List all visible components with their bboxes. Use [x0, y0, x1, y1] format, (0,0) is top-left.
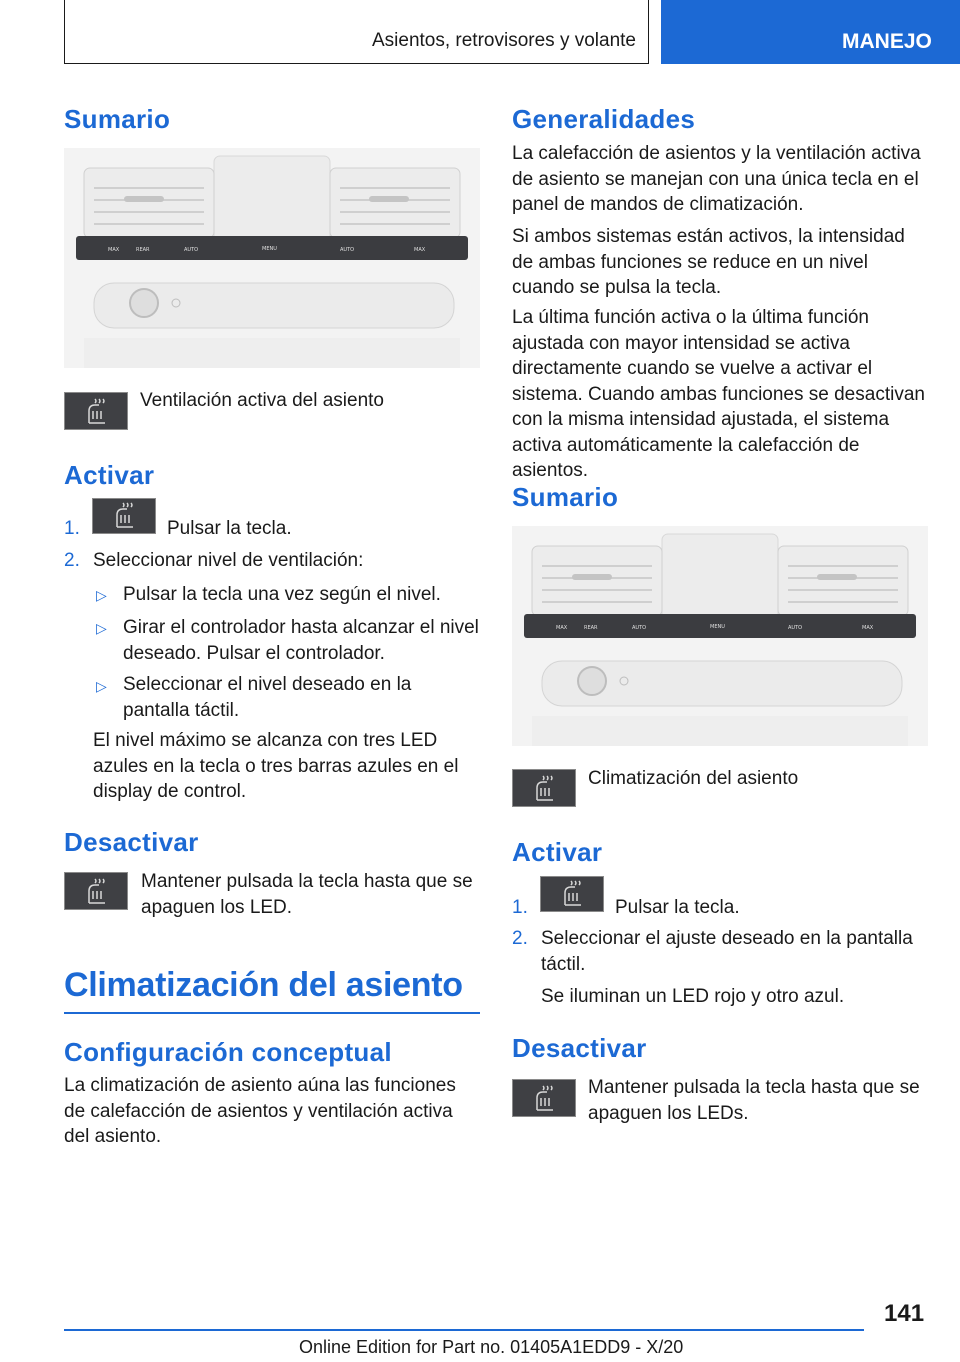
- config-text: La climatización de asiento aúna las funciones de calefacción de asientos y ventilación activa del asiento.: [64, 1075, 456, 1147]
- chapter-title: Asientos, retrovisores y volante: [371, 30, 636, 51]
- seat-ventilation-key-icon: [92, 498, 156, 534]
- page-number: 141: [884, 1300, 925, 1327]
- section-heading: Climatización del asiento: [64, 966, 463, 1004]
- fig-caption-right: Climatización del asiento: [588, 768, 799, 789]
- step-number: 1.: [512, 897, 528, 918]
- svg-text:MENU: MENU: [710, 624, 725, 630]
- desactivar-text-left: Mantener pulsada la tecla hasta que se apaguen los LED.: [141, 871, 473, 918]
- svg-text:AUTO: AUTO: [632, 625, 647, 631]
- generalidades-heading: Generalidades: [512, 104, 696, 134]
- chapter-tab[interactable]: [661, 0, 960, 64]
- step-text: Pulsar la tecla.: [167, 518, 292, 539]
- seat-climate-key-icon: [512, 1079, 576, 1117]
- bullet-text: Pulsar la tecla una vez según el nivel.: [123, 584, 441, 605]
- step-text: Seleccionar nivel de ventilación:: [93, 550, 364, 571]
- activar-heading-left: Activar: [64, 460, 155, 490]
- chapter-tab-label: MANEJO: [842, 30, 932, 53]
- step-text: Pulsar la tecla.: [615, 897, 740, 918]
- step-text: Seleccionar el ajuste deseado en la pantalla táctil.: [541, 928, 913, 975]
- svg-text:AUTO: AUTO: [340, 247, 355, 253]
- bullet-text: Girar el controlador hasta alcanzar el nivel deseado. Pulsar el controlador.: [123, 617, 479, 664]
- header-box: [64, 0, 649, 64]
- step-number: 2.: [64, 550, 80, 571]
- seat-ventilation-key-icon: [64, 392, 128, 430]
- svg-text:AUTO: AUTO: [184, 247, 199, 253]
- general-paragraph-1: La calefacción de asientos y la ventilación activa de asiento se manejan con una única tecla en el panel de mandos de climatización.: [512, 143, 921, 215]
- seat-ventilation-key-icon: [64, 872, 128, 910]
- section-rule: [64, 1012, 480, 1014]
- climate-panel-image-right: [512, 526, 928, 746]
- svg-text:MENU: MENU: [262, 246, 277, 252]
- step-number: 1.: [64, 518, 80, 539]
- svg-text:MAX: MAX: [556, 625, 568, 631]
- activar-heading-right: Activar: [512, 837, 603, 867]
- step-number: 2.: [512, 928, 528, 949]
- desactivar-heading-left: Desactivar: [64, 827, 199, 857]
- max-level-note: El nivel máximo se alcanza con tres LED azules en la tecla o tres barras azules en el display de control.: [93, 730, 459, 802]
- svg-text:MAX: MAX: [108, 247, 120, 253]
- climate-panel-image-left: [64, 148, 480, 368]
- svg-text:MAX: MAX: [862, 625, 874, 631]
- svg-text:AUTO: AUTO: [788, 625, 803, 631]
- sumario-heading-left: Sumario: [64, 104, 171, 134]
- bullet-text: Seleccionar el nivel deseado en la pantalla táctil.: [123, 674, 412, 721]
- desactivar-text-right: Mantener pulsada la tecla hasta que se apaguen los LEDs.: [588, 1077, 920, 1124]
- desactivar-heading-right: Desactivar: [512, 1033, 647, 1063]
- bullet-triangle-icon: ▷: [96, 587, 107, 603]
- sumario-heading-right: Sumario: [512, 482, 619, 512]
- footer-edition: Online Edition for Part no. 01405A1EDD9 - X/20: [299, 1337, 684, 1357]
- step-note: Se iluminan un LED rojo y otro azul.: [541, 986, 845, 1007]
- bullet-triangle-icon: ▷: [96, 620, 107, 636]
- fig-caption-left: Ventilación activa del asiento: [140, 390, 384, 411]
- climate-panel-illustration: [64, 148, 480, 368]
- svg-text:REAR: REAR: [584, 625, 598, 631]
- svg-text:REAR: REAR: [136, 247, 150, 253]
- general-paragraph-3: La última función activa o la última función ajustada con mayor intensidad se activa directamente cuando se vuelve a activar el sistema. Cuando ambas funciones se desactivan con la misma intensidad ajustada, el sistema activa automáticamente la calefacción de asientos.: [512, 307, 925, 481]
- seat-climate-key-icon: [540, 876, 604, 912]
- footer-rule: [64, 1329, 864, 1331]
- bullet-triangle-icon: ▷: [96, 678, 107, 694]
- svg-text:MAX: MAX: [414, 247, 426, 253]
- config-heading: Configuración conceptual: [64, 1037, 392, 1067]
- climate-panel-illustration: [512, 526, 928, 746]
- general-paragraph-2: Si ambos sistemas están activos, la intensidad de ambas funciones se reduce en un nivel cuando se pulsa la tecla.: [512, 226, 905, 298]
- seat-climate-key-icon: [512, 769, 576, 807]
